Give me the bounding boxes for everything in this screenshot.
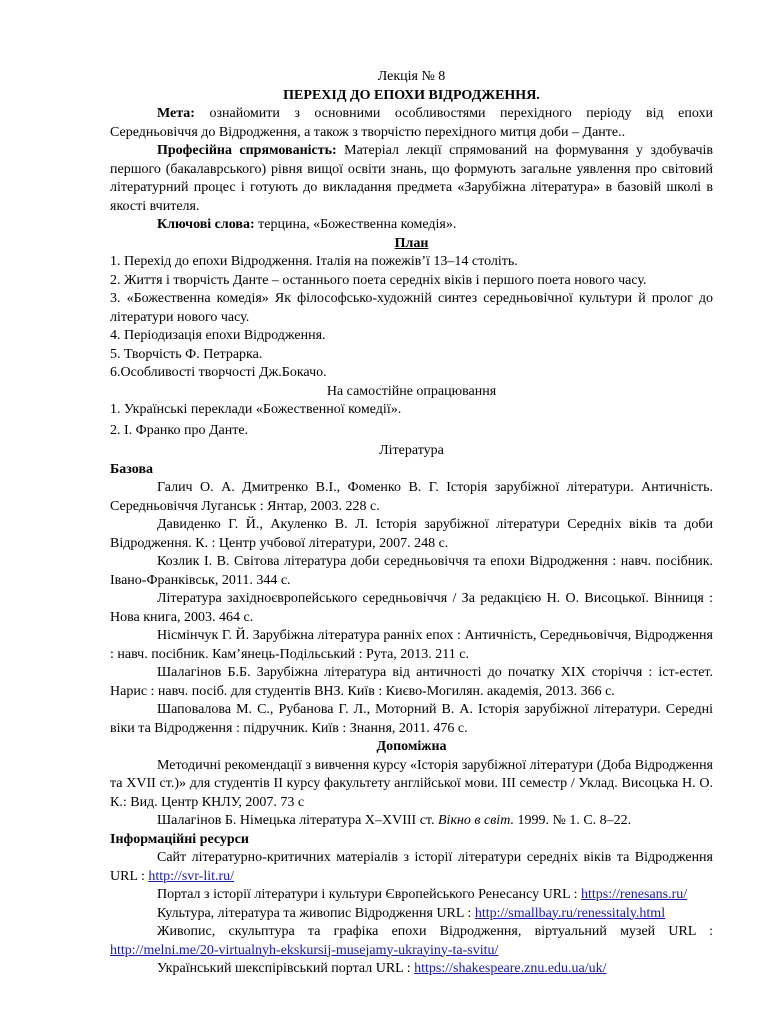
resource-text: Сайт літературно-критичних матеріалів з історії літератури середніх віків та Відродження URL : (110, 850, 713, 884)
page-title: ПЕРЕХІД ДО ЕПОХИ ВІДРОДЖЕННЯ. (283, 87, 540, 103)
resource-text: Український шекспірівський портал URL : (157, 961, 415, 976)
plan-item: 5. Творчість Ф. Петрарка. (110, 346, 263, 362)
resource-entry (110, 923, 713, 960)
resource-entry (110, 905, 713, 924)
journal-title: Вікно в світ. (438, 813, 514, 828)
literature-entry: Нісмінчук Г. Й. Зарубіжна література ранніх епох : Античність, Середньовіччя, Відродження : навч. посібник. Кам’янець-Подільський : Рута, 2013. 211 с. (110, 628, 713, 662)
resource-text: Портал з історії літератури і культури Європейського Ренесансу URL : (157, 887, 582, 902)
professional-text: Матеріал лекції спрямований на формування у здобувачів першого (бакалаврського) рівня вищої освіти знань, що формують загальне уявлення про світовий літературний процес і готують до викладання предмета «Зарубіжна література» в базовій школі в якості вчителя. (110, 143, 713, 214)
goal-label: Мета: (157, 106, 195, 121)
plan-item: 1. Перехід до епохи Відродження. Італія на пожежів’ї 13–14 століть. (110, 254, 518, 269)
resource-entry (110, 849, 713, 886)
resource-entry (110, 886, 713, 905)
plan-item: 2. Життя і творчість Данте – останнього поета середніх віків і першого поета нового часу. (110, 272, 647, 288)
literature-entry: Методичні рекомендації з вивчення курсу «Історія зарубіжної літератури (Доба Відродження та XVII ст.)» для студентів ІІ курсу факультету англійської мови. ІІІ семестр / Уклад. Висоцька Н. О. К.: Вид. Центр КНЛУ, 2007. 73 с (110, 757, 713, 810)
goal-text: ознайомити з основними особливостями перехідного періоду від епохи Середньовіччя до Відродження, а також з творчістю перехідного митця доби – Данте.. (110, 106, 713, 140)
entry-text: Шалагінов Б. Німецька література X–XVIII ст. (157, 813, 438, 828)
keywords-paragraph (110, 216, 713, 235)
resources-heading: Інформаційні ресурси (110, 831, 249, 847)
self-study-item: 1. Українські переклади «Божественної комедії». (110, 402, 402, 417)
resource-link[interactable]: https://shakespeare.znu.edu.ua/uk/ (414, 961, 607, 976)
plan-item: 3. «Божественна комедія» Як філософсько-художній синтез середньовічної культури й пролог до літератури нового часу. (110, 291, 713, 325)
resource-link[interactable]: http://smallbay.ru/renessitaly.html (474, 905, 666, 921)
plan-item: 4. Періодизація епохи Відродження. (110, 328, 326, 343)
basic-literature-heading: Базова (110, 461, 154, 477)
resource-text: Живопис, скульптура та графіка епохи Відродження, віртуальний музей URL : (157, 924, 713, 939)
literature-entry: Галич О. А. Дмитренко В.І., Фоменко В. Г. Історія зарубіжної літератури. Античність. Середньовіччя Луганськ : Янтар, 2003. 228 с. (110, 480, 713, 514)
literature-entry: Шаповалова М. С., Рубанова Г. Л., Моторний В. А. Історія зарубіжної літератури. Середні віки та Відродження : підручник. Київ : Знання, 2011. 476 с. (110, 702, 713, 736)
additional-literature-heading: Допоміжна (376, 739, 447, 754)
literature-entry (110, 812, 713, 831)
resource-link[interactable]: https://renesans.ru/ (581, 887, 688, 902)
self-study-item: 2. І. Франко про Данте. (110, 422, 249, 438)
entry-text: 1999. № 1. С. 8–22. (513, 813, 632, 828)
professional-label: Професійна спрямованість: (157, 143, 337, 158)
lecture-number: Лекція № 8 (377, 69, 446, 84)
resource-text: Культура, література та живопис Відродження URL : (157, 905, 475, 921)
self-study-heading: На самостійне опрацювання (326, 383, 497, 399)
plan-item: 6.Особливості творчості Дж.Бокачо. (110, 365, 327, 380)
literature-entry: Шалагінов Б.Б. Зарубіжна література від античності до початку XIX сторіччя : іст-естет. Нарис : навч. посіб. для студентів ВНЗ. Київ : Києво-Могилян. академія, 2013. 366 с. (110, 665, 713, 699)
document-page (110, 68, 713, 979)
goal-paragraph (110, 105, 713, 142)
professional-paragraph (110, 142, 713, 216)
literature-heading: Література (379, 443, 444, 458)
keywords-text: терцина, «Божественна комедія». (254, 217, 457, 232)
literature-entry: Козлик І. В. Світова література доби середньовіччя та епохи Відродження : навч. посібник. Івано-Франківськ, 2011. 344 с. (110, 554, 713, 588)
resource-link[interactable]: http://melni.me/20-virtualnyh-ekskursij-musejamy-ukrayiny-ta-svitu/ (110, 942, 499, 958)
resource-link[interactable]: http://svr-lit.ru/ (148, 868, 235, 884)
plan-heading: План (394, 235, 429, 251)
keywords-label: Ключові слова: (157, 217, 255, 232)
literature-entry: Давиденко Г. Й., Акуленко В. Л. Історія зарубіжної літератури Середніх віків та доби Відродження. К. : Центр учбової літератури, 2007. 248 с. (110, 517, 713, 551)
literature-entry: Література західноєвропейського середньовіччя / За редакцією Н. О. Висоцької. Вінниця : Нова книга, 2003. 464 с. (110, 591, 713, 625)
resource-entry (110, 960, 713, 979)
